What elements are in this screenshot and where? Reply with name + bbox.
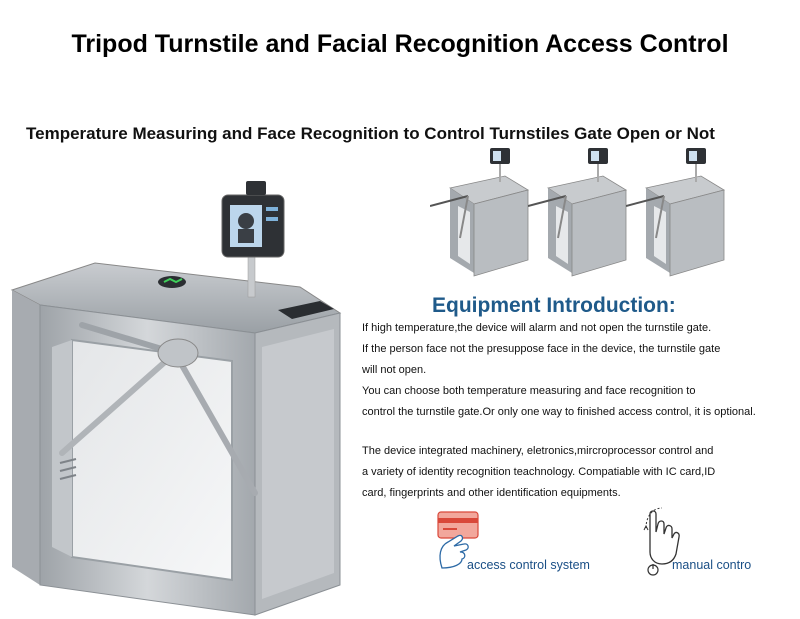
intro-line: control the turnstile gate.Or only one way to finished access control, it is optional. bbox=[362, 406, 756, 418]
intro-line: will not open. bbox=[362, 364, 427, 376]
intro-paragraph-2 bbox=[362, 441, 794, 504]
manual-control-label: manual contro bbox=[672, 558, 752, 572]
small-turnstile-3 bbox=[626, 148, 736, 280]
intro-paragraph-1 bbox=[362, 318, 794, 423]
equipment-heading: Equipment Introduction: bbox=[432, 294, 676, 317]
intro-line: a variety of identity recognition teachnology. Compatiable with IC card,ID bbox=[362, 466, 716, 478]
intro-line: card, fingerprints and other identification equipments. bbox=[362, 487, 621, 499]
small-turnstile-1 bbox=[430, 148, 540, 280]
page-subtitle: Temperature Measuring and Face Recognition to Control Turnstiles Gate Open or Not bbox=[26, 124, 715, 143]
intro-line: If the person face not the presuppose face in the device, the turnstile gate bbox=[362, 343, 721, 355]
tripod-turnstile-image bbox=[0, 175, 360, 619]
small-turnstile-2 bbox=[528, 148, 638, 280]
access-control-label: access control system bbox=[467, 558, 590, 572]
intro-line: You can choose both temperature measuring and face recognition to bbox=[362, 385, 696, 397]
page-title: Tripod Turnstile and Facial Recognition Access Control bbox=[71, 30, 729, 58]
intro-line: If high temperature,the device will alarm and not open the turnstile gate. bbox=[362, 322, 712, 334]
intro-line: The device integrated machinery, eletronics,mircroprocessor control and bbox=[362, 445, 714, 457]
